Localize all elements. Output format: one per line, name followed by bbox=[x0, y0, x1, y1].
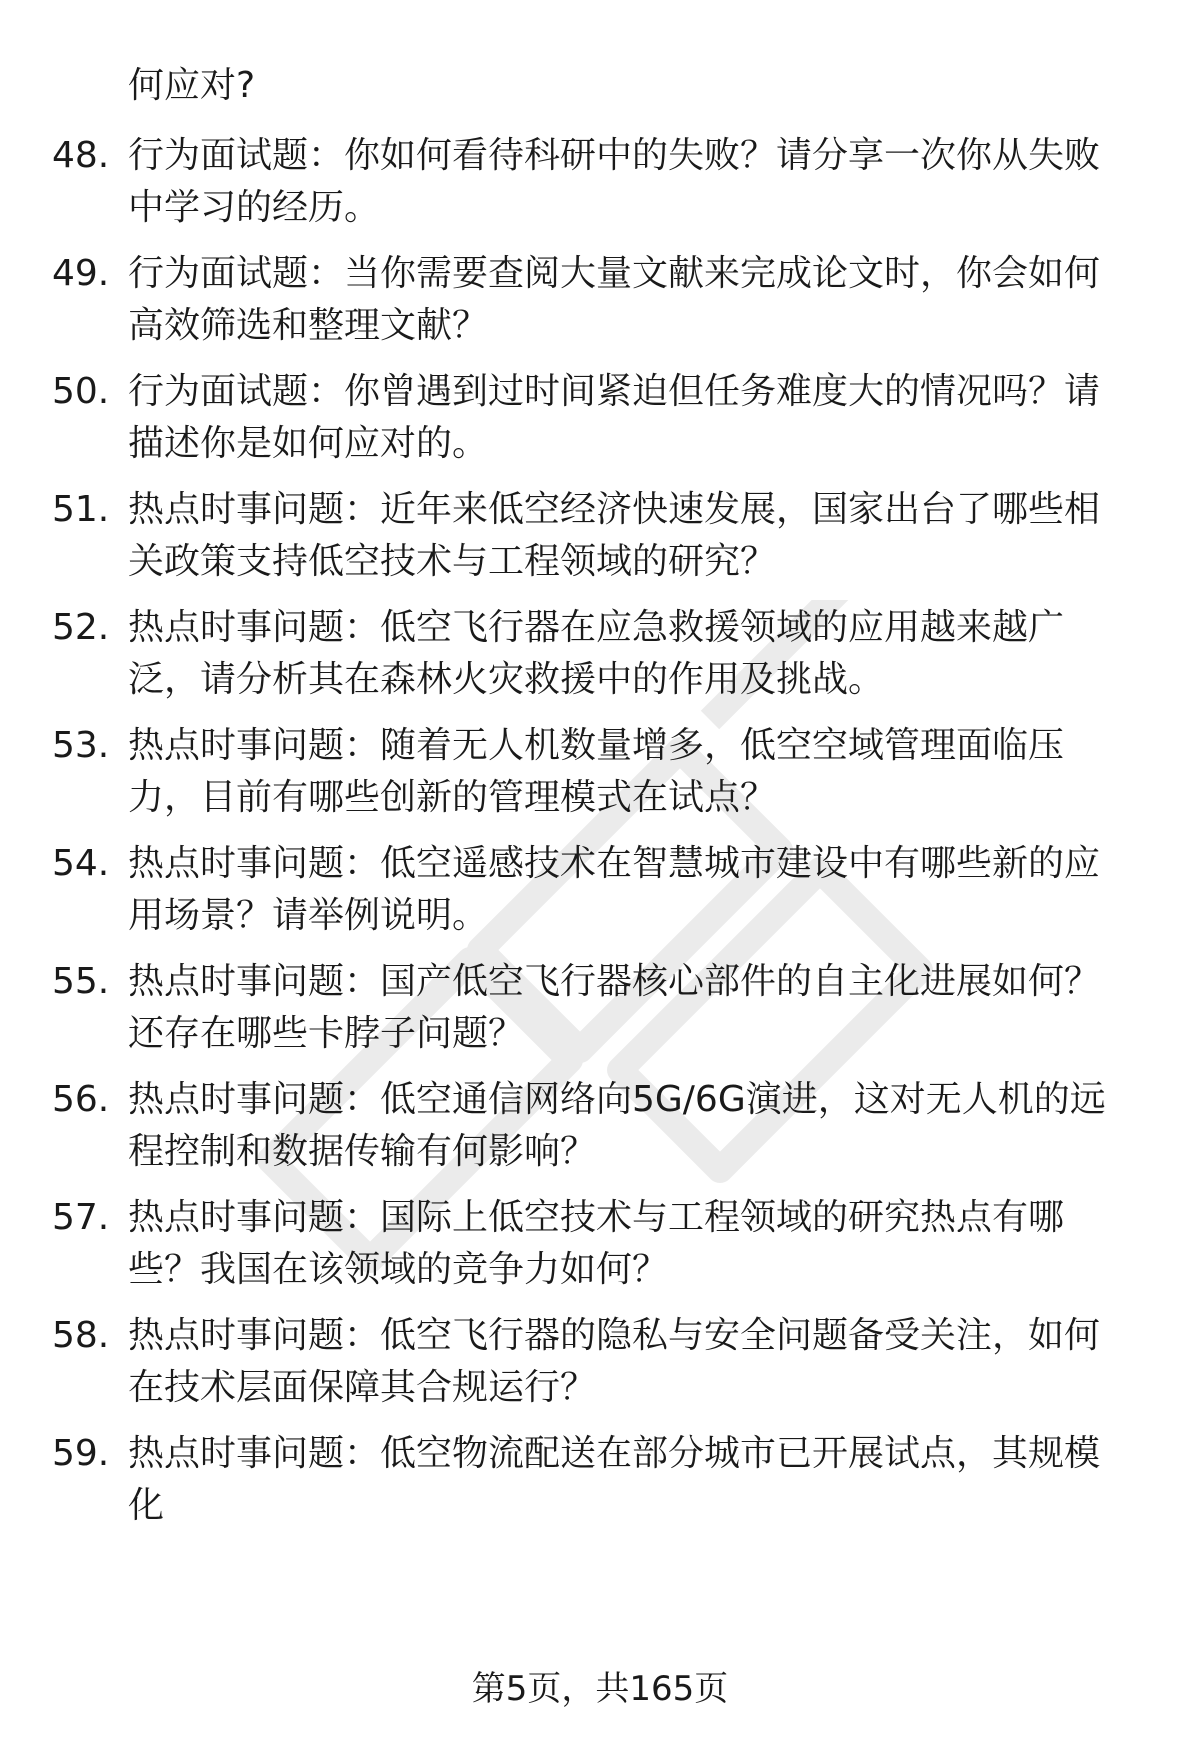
item-text: 热点时事问题：国产低空飞行器核心部件的自主化进展如何？还存在哪些卡脖子问题？ bbox=[128, 961, 1101, 1054]
item-number: 50. bbox=[52, 371, 110, 412]
item-number: 49. bbox=[52, 253, 110, 294]
item-number: 59. bbox=[52, 1433, 110, 1474]
item-text: 热点时事问题：近年来低空经济快速发展，国家出台了哪些相关政策支持低空技术与工程领域的研究？ bbox=[128, 489, 1101, 582]
item-number: 57. bbox=[52, 1197, 110, 1238]
item-number: 52. bbox=[52, 607, 110, 648]
item-text: 行为面试题：当你需要查阅大量文献来完成论文时，你会如何高效筛选和整理文献？ bbox=[128, 253, 1101, 346]
item-text: 热点时事问题：低空飞行器在应急救援领域的应用越来越广泛，请分析其在森林火灾救援中的作用及挑战。 bbox=[128, 607, 1065, 700]
item-text: 热点时事问题：低空物流配送在部分城市已开展试点，其规模化 bbox=[128, 1433, 1101, 1526]
item-text: 热点时事问题：国际上低空技术与工程领域的研究热点有哪些？我国在该领域的竞争力如何？ bbox=[128, 1197, 1065, 1290]
item-text: 行为面试题：你如何看待科研中的失败？请分享一次你从失败中学习的经历。 bbox=[128, 135, 1101, 228]
item-number: 56. bbox=[52, 1079, 110, 1120]
page-footer: 第5页，共165页 bbox=[471, 1669, 729, 1709]
item-number: 48. bbox=[52, 135, 110, 176]
item-number: 58. bbox=[52, 1315, 110, 1356]
item-text: 热点时事问题：低空飞行器的隐私与安全问题备受关注，如何在技术层面保障其合规运行？ bbox=[128, 1315, 1101, 1408]
item-number: 53. bbox=[52, 725, 110, 766]
item-number: 55. bbox=[52, 961, 110, 1002]
item-text: 热点时事问题：低空遥感技术在智慧城市建设中有哪些新的应用场景？请举例说明。 bbox=[128, 843, 1101, 936]
continuation-text: 何应对? bbox=[128, 65, 256, 106]
item-text: 热点时事问题：随着无人机数量增多，低空空域管理面临压力，目前有哪些创新的管理模式在试点？ bbox=[128, 725, 1065, 818]
item-text: 热点时事问题：低空通信网络向5G/6G演进，这对无人机的远程控制和数据传输有何影响？ bbox=[128, 1079, 1106, 1172]
item-number: 51. bbox=[52, 489, 110, 530]
item-number: 54. bbox=[52, 843, 110, 884]
item-text: 行为面试题：你曾遇到过时间紧迫但任务难度大的情况吗？请描述你是如何应对的。 bbox=[128, 371, 1101, 464]
